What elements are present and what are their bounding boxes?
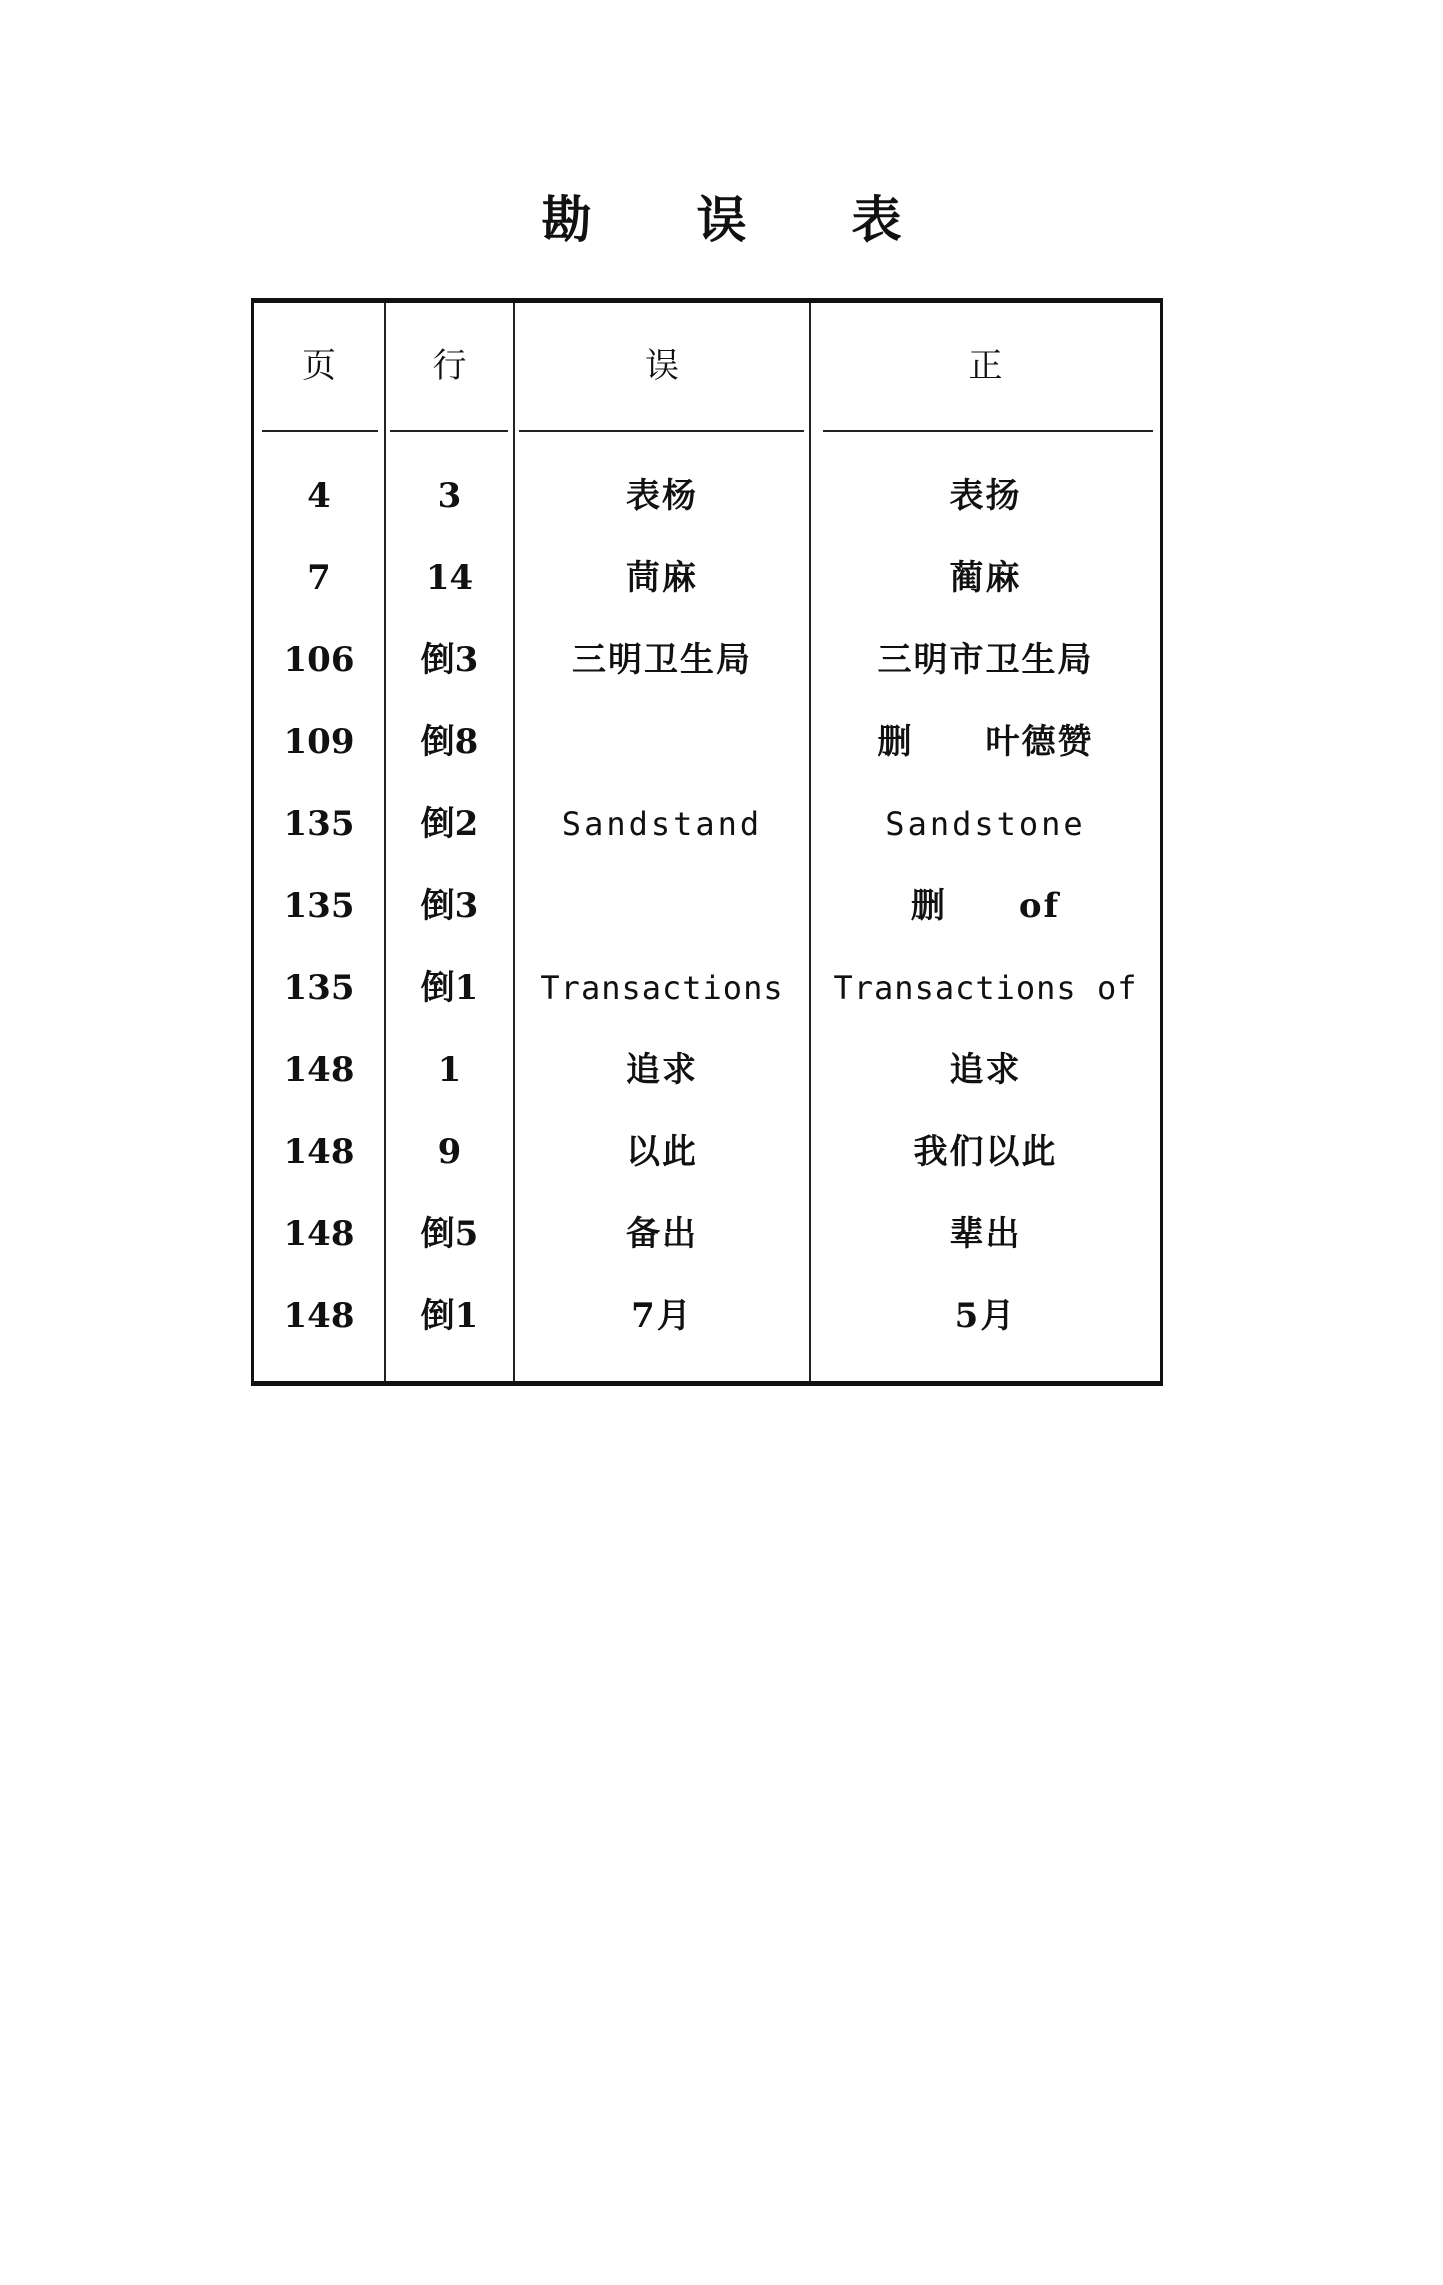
- page-title: 勘误表: [541, 190, 1007, 249]
- cell-line: 倒3: [420, 886, 479, 926]
- cell-page: 135: [283, 804, 355, 844]
- table-row: [254, 537, 1160, 619]
- cell-page: 135: [283, 968, 355, 1008]
- cell-wrong: 以此: [626, 1132, 698, 1172]
- cell-wrong: [515, 701, 809, 783]
- cell-right: 我们以此: [913, 1132, 1058, 1172]
- cell-wrong: 茼麻: [626, 558, 698, 598]
- cell-page: 7: [307, 558, 331, 598]
- cell-page: 109: [283, 722, 355, 762]
- table-row: [254, 1275, 1160, 1357]
- cell-right: 辈出: [949, 1214, 1022, 1254]
- table-row: [254, 865, 1160, 947]
- cell-wrong: 三明卫生局: [572, 640, 752, 680]
- cell-line: 倒2: [420, 804, 479, 844]
- cell-line: 倒8: [420, 722, 479, 762]
- table-row: [254, 1111, 1160, 1193]
- cell-right: Transactions of: [833, 969, 1138, 1007]
- header-rule: [519, 430, 804, 432]
- cell-page: 106: [283, 640, 355, 680]
- cell-line: 3: [437, 476, 462, 516]
- table-row: [254, 1029, 1160, 1111]
- cell-line: 倒1: [420, 1296, 479, 1336]
- cell-right: 三明市卫生局: [877, 640, 1094, 680]
- cell-page: 148: [283, 1296, 355, 1336]
- cell-page: 135: [283, 886, 355, 926]
- errata-table: [251, 298, 1163, 1386]
- header-rule: [390, 430, 508, 432]
- cell-right: 删 of: [910, 886, 1061, 926]
- header-page: 页: [302, 346, 336, 386]
- cell-right: 蔺麻: [949, 558, 1022, 598]
- cell-wrong: Transactions: [540, 969, 784, 1007]
- cell-wrong: 追求: [626, 1050, 698, 1090]
- cell-right: 5月: [954, 1296, 1017, 1336]
- cell-line: 倒5: [420, 1214, 479, 1254]
- table-row: [254, 1193, 1160, 1275]
- cell-right: 追求: [949, 1050, 1022, 1090]
- cell-wrong: [515, 865, 809, 947]
- cell-wrong: Sandstand: [561, 805, 763, 843]
- header-rule: [262, 430, 378, 432]
- header-right: 正: [968, 346, 1003, 386]
- header-wrong: 误: [645, 346, 679, 386]
- table-row: [254, 701, 1160, 783]
- cell-wrong: 表杨: [626, 476, 698, 516]
- header-line: 行: [432, 346, 467, 386]
- cell-right: 删 叶德赞: [877, 722, 1094, 762]
- table-row: [254, 619, 1160, 701]
- cell-wrong: 备出: [626, 1214, 698, 1254]
- table-row: [254, 455, 1160, 537]
- header-rule: [823, 430, 1153, 432]
- cell-line: 倒1: [420, 968, 479, 1008]
- cell-page: 148: [283, 1214, 355, 1254]
- cell-right: Sandstone: [885, 805, 1086, 843]
- cell-right: 表扬: [949, 476, 1022, 516]
- table-row: [254, 947, 1160, 1029]
- cell-wrong: 7月: [631, 1296, 693, 1336]
- cell-line: 1: [437, 1050, 462, 1090]
- cell-page: 4: [307, 476, 331, 516]
- table-row: [254, 783, 1160, 865]
- cell-page: 148: [283, 1132, 355, 1172]
- cell-line: 倒3: [420, 640, 479, 680]
- cell-line: 9: [437, 1132, 462, 1172]
- cell-page: 148: [283, 1050, 355, 1090]
- cell-line: 14: [425, 558, 474, 598]
